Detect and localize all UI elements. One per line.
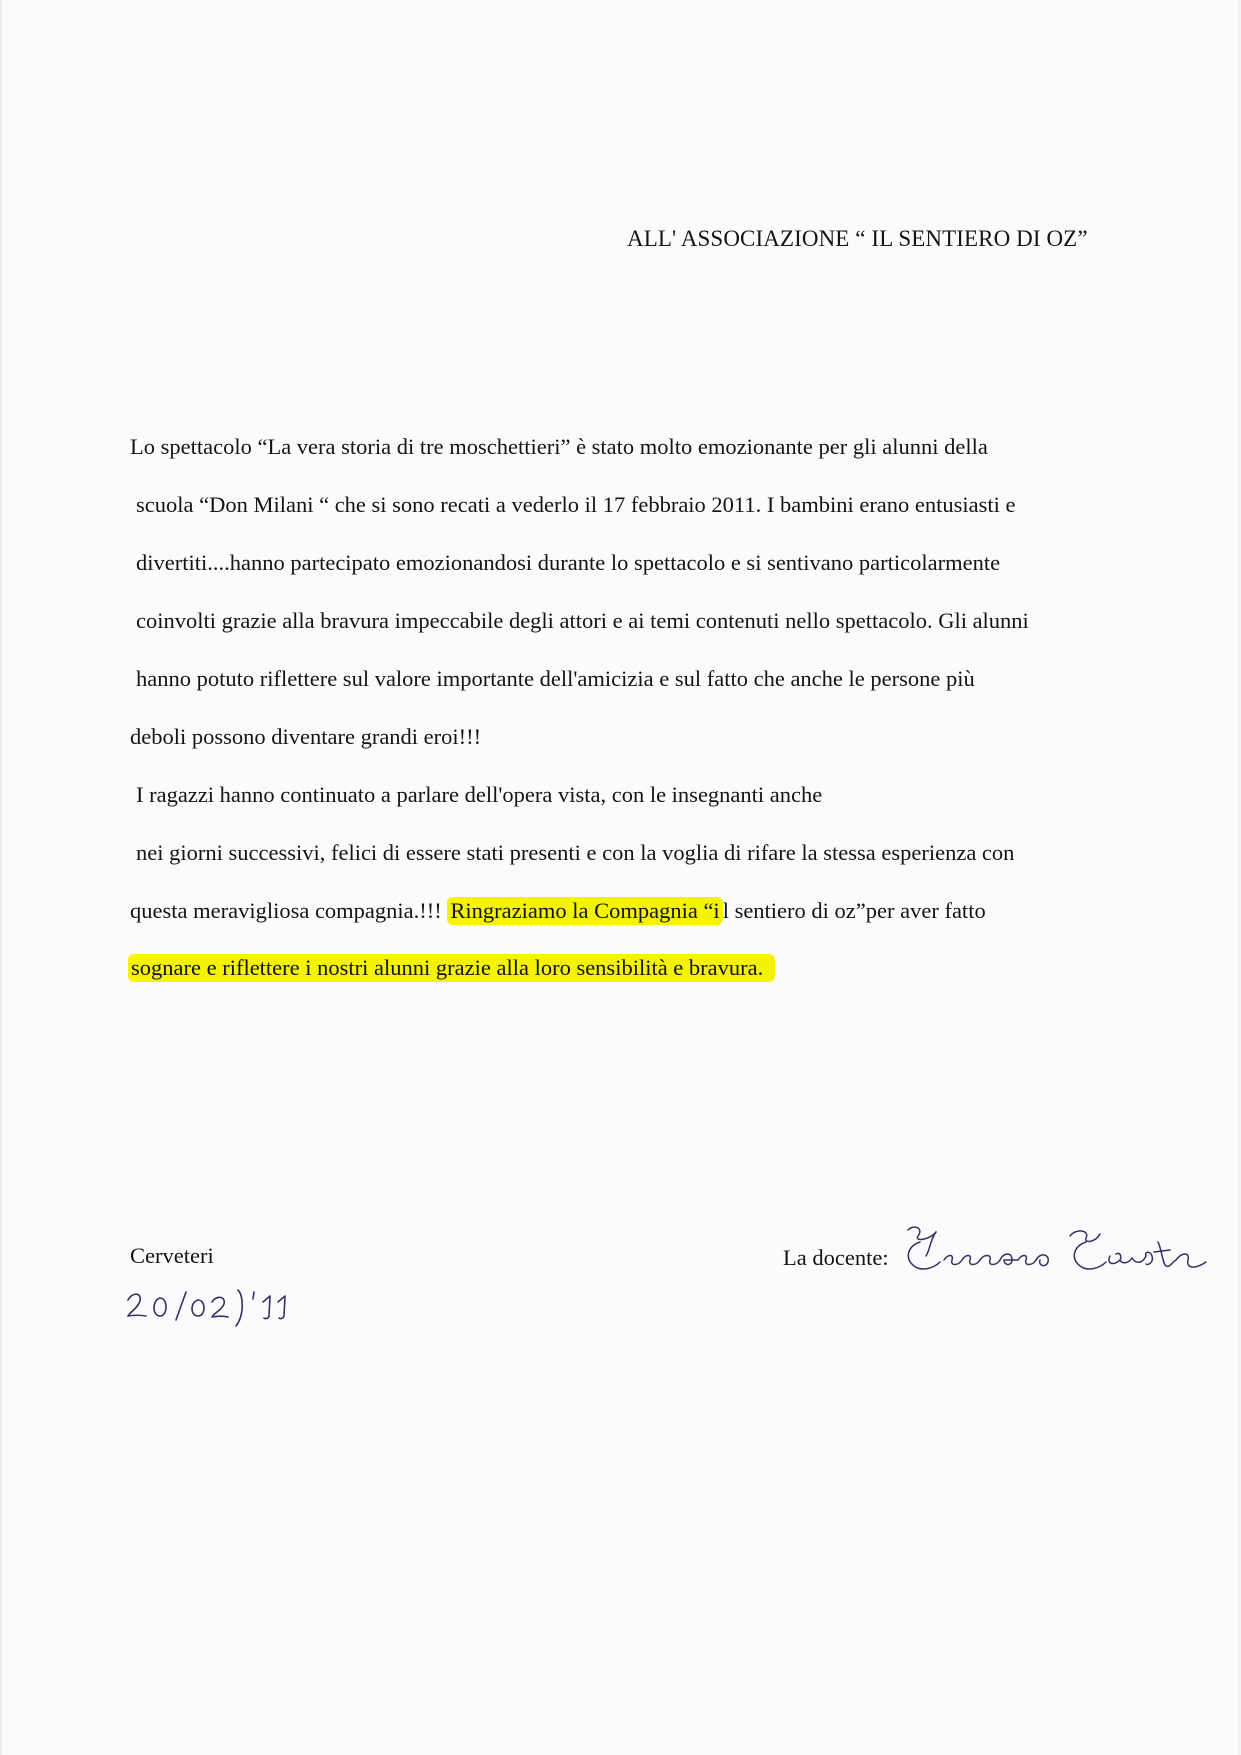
body-line-9-end: l sentiero di oz”per aver fatto bbox=[722, 898, 986, 923]
highlighted-closing: sognare e riflettere i nostri alunni grazie alla loro sensibilità e bravura. bbox=[128, 954, 775, 982]
body-line-8: nei giorni successivi, felici di essere stati presenti e con la voglia di rifare la stessa esperienza con bbox=[136, 840, 1015, 865]
svg-text:Ferraro Fausta: Ferraro Fausta bbox=[900, 1300, 912, 1302]
handwritten-date bbox=[124, 1282, 324, 1332]
body-line-2: scuola “Don Milani “ che si sono recati a vederlo il 17 febbraio 2011. I bambini erano entusiasti e bbox=[136, 492, 1016, 517]
body-line-3: divertiti....hanno partecipato emozionandosi durante lo spettacolo e si sentivano particolarmente bbox=[136, 550, 1001, 575]
docent-label: La docente: bbox=[783, 1245, 889, 1270]
place-name: Cerveteri bbox=[130, 1243, 214, 1268]
body-line-4: coinvolti grazie alla bravura impeccabile degli attori e ai temi contenuti nello spettacolo. Gli alunni bbox=[136, 608, 1029, 633]
highlighted-thanks: Ringraziamo la Compagnia “i bbox=[447, 897, 722, 925]
svg-text:20/02/'11: 20/02/'11 bbox=[124, 1330, 132, 1332]
body-line-7: I ragazzi hanno continuato a parlare dell'opera vista, con le insegnanti anche bbox=[136, 782, 823, 807]
body-line-10 bbox=[128, 955, 775, 981]
body-line-9 bbox=[130, 898, 986, 924]
handwritten-signature bbox=[900, 1222, 1210, 1302]
body-line-1: Lo spettacolo “La vera storia di tre moschettieri” è stato molto emozionante per gli alunni della bbox=[130, 434, 988, 459]
addressee-heading: ALL' ASSOCIAZIONE “ IL SENTIERO DI OZ” bbox=[627, 226, 1088, 251]
body-line-6: deboli possono diventare grandi eroi!!! bbox=[130, 724, 482, 749]
body-line-9-start: questa meravigliosa compagnia.!!! bbox=[130, 898, 448, 923]
scan-edge-left bbox=[0, 0, 2, 1755]
body-line-5: hanno potuto riflettere sul valore importante dell'amicizia e sul fatto che anche le persone più bbox=[136, 666, 975, 691]
